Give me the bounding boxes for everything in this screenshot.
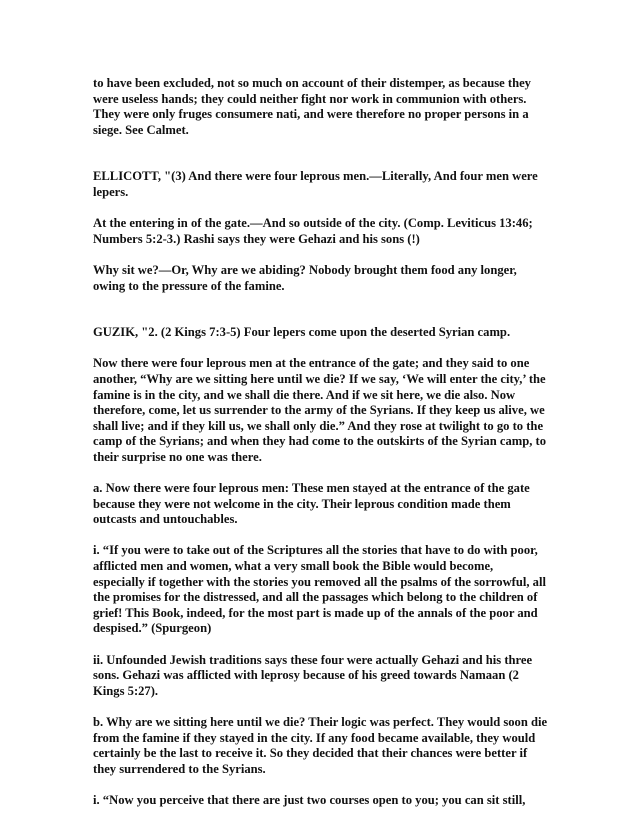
paragraph-guzik-point-b: b. Why are we sitting here until we die? Their logic was perfect. They would soon die from the famine if they stayed in the city. If any food became available, they would certainly be the last to receive it. So they decided that their chances were better if they surrendered to the Syrians. bbox=[93, 714, 548, 776]
paragraph-guzik-heading: GUZIK, "2. (2 Kings 7:3-5) Four lepers come upon the deserted Syrian camp. bbox=[93, 325, 511, 340]
paragraph-guzik-point-b-i: i. “Now you perceive that there are just two courses open to you; you can sit still, bbox=[93, 792, 526, 807]
document-page bbox=[93, 76, 548, 824]
paragraph-ellicott-gate: At the entering in of the gate.—And so outside of the city. (Comp. Leviticus 13:46; Numbers 5:2-3.) Rashi says they were Gehazi and his sons (!) bbox=[93, 216, 533, 246]
paragraph-guzik-scripture: Now there were four leprous men at the entrance of the gate; and they said to one another, “Why are we sitting here until we die? If we say, ‘We will enter the city,’ the famine is in the city, and we shall die there. And if we sit here, we die also. Now therefore, come, let us surrender to the army of the Syrians. If they keep us alive, we shall live; and if they kill us, we shall only die.” And they rose at twilight to go to the camp of the Syrians; and when they had come to the outskirts of the Syrian camp, to their surprise no one was there. bbox=[93, 356, 547, 464]
paragraph-ellicott-intro: ELLICOTT, "(3) And there were four leprous men.—Literally, And four men were lepers. bbox=[93, 169, 538, 199]
paragraph-ellicott-why-sit: Why sit we?—Or, Why are we abiding? Nobody brought them food any longer, owing to the pressure of the famine. bbox=[93, 262, 517, 293]
paragraph-calmet-excerpt: to have been excluded, not so much on account of their distemper, as because they were useless hands; they could neither fight nor work in communion with others. They were only fruges consumere nati, and were therefore no proper persons in a siege. See Calmet. bbox=[93, 76, 531, 137]
paragraph-guzik-point-a-ii: ii. Unfounded Jewish traditions says these four were actually Gehazi and his three sons. Gehazi was afflicted with leprosy because of his greed towards Namaan (2 Kings 5:27). bbox=[93, 652, 533, 698]
paragraph-guzik-point-a-i: i. “If you were to take out of the Scriptures all the stories that have to do with poor, afflicted men and women, what a very small book the Bible would become, especially if together with the stories you removed all the psalms of the sorrowful, all the promises for the distressed, and all the passages which belong to the children of grief! This Book, indeed, for the most part is made up of the annals of the poor and despised.” (Spurgeon) bbox=[93, 543, 546, 636]
paragraph-guzik-point-a: a. Now there were four leprous men: These men stayed at the entrance of the gate because they were not welcome in the city. Their leprous condition made them outcasts and untouchables. bbox=[93, 481, 530, 527]
